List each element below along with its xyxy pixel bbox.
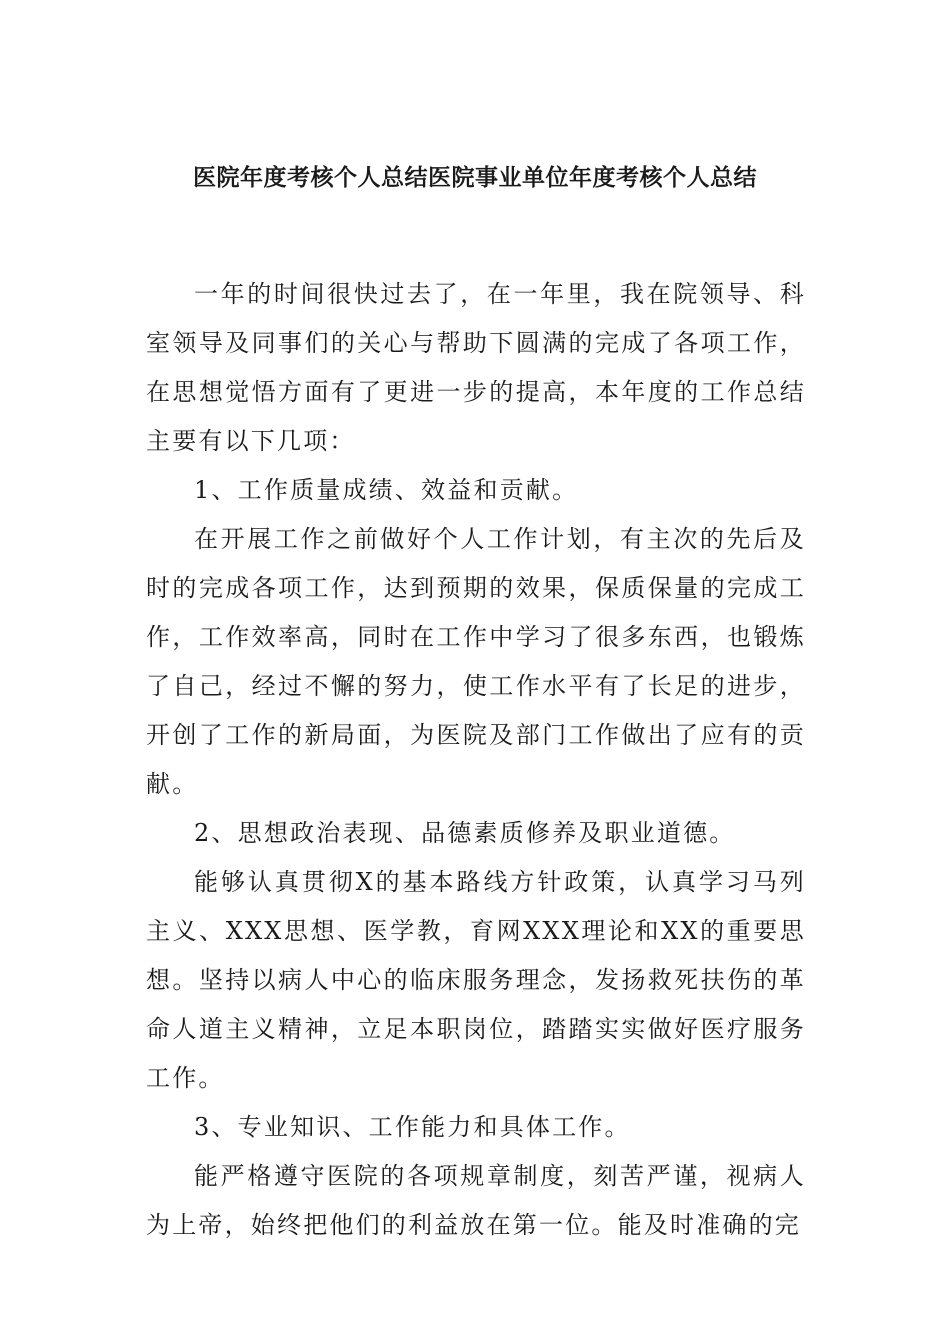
document-body [146, 270, 806, 1250]
paragraph-section-3: 能严格遵守医院的各项规章制度，刻苦严谨，视病人为上帝，始终把他们的利益放在第一位。能及时准确的完 [146, 1162, 806, 1239]
section-heading-1: 1、工作质量成绩、效益和贡献。 [194, 476, 579, 504]
paragraph-intro: 一年的时间很快过去了，在一年里，我在院领导、科室领导及同事们的关心与帮助下圆满的完成了各项工作，在思想觉悟方面有了更进一步的提高，本年度的工作总结主要有以下几项： [146, 280, 806, 455]
paragraph-section-1: 在开展工作之前做好个人工作计划，有主次的先后及时的完成各项工作，达到预期的效果，保质保量的完成工作，工作效率高，同时在工作中学习了很多东西，也锻炼了自己，经过不懈的努力，使工作水平有了长足的进步，开创了工作的新局面，为医院及部门工作做出了应有的贡献。 [146, 525, 806, 798]
section-heading-3: 3、专业知识、工作能力和具体工作。 [194, 1113, 631, 1141]
document-title: 医院年度考核个人总结医院事业单位年度考核个人总结 [193, 164, 757, 191]
section-heading-2: 2、思想政治表现、品德素质修养及职业道德。 [194, 819, 736, 847]
paragraph-section-2: 能够认真贯彻X的基本路线方针政策，认真学习马列主义、XXX思想、医学教，育网XXX理论和XX的重要思想。坚持以病人中心的临床服务理念，发扬救死扶伤的革命人道主义精神，立足本职岗位，踏踏实实做好医疗服务工作。 [146, 868, 806, 1092]
